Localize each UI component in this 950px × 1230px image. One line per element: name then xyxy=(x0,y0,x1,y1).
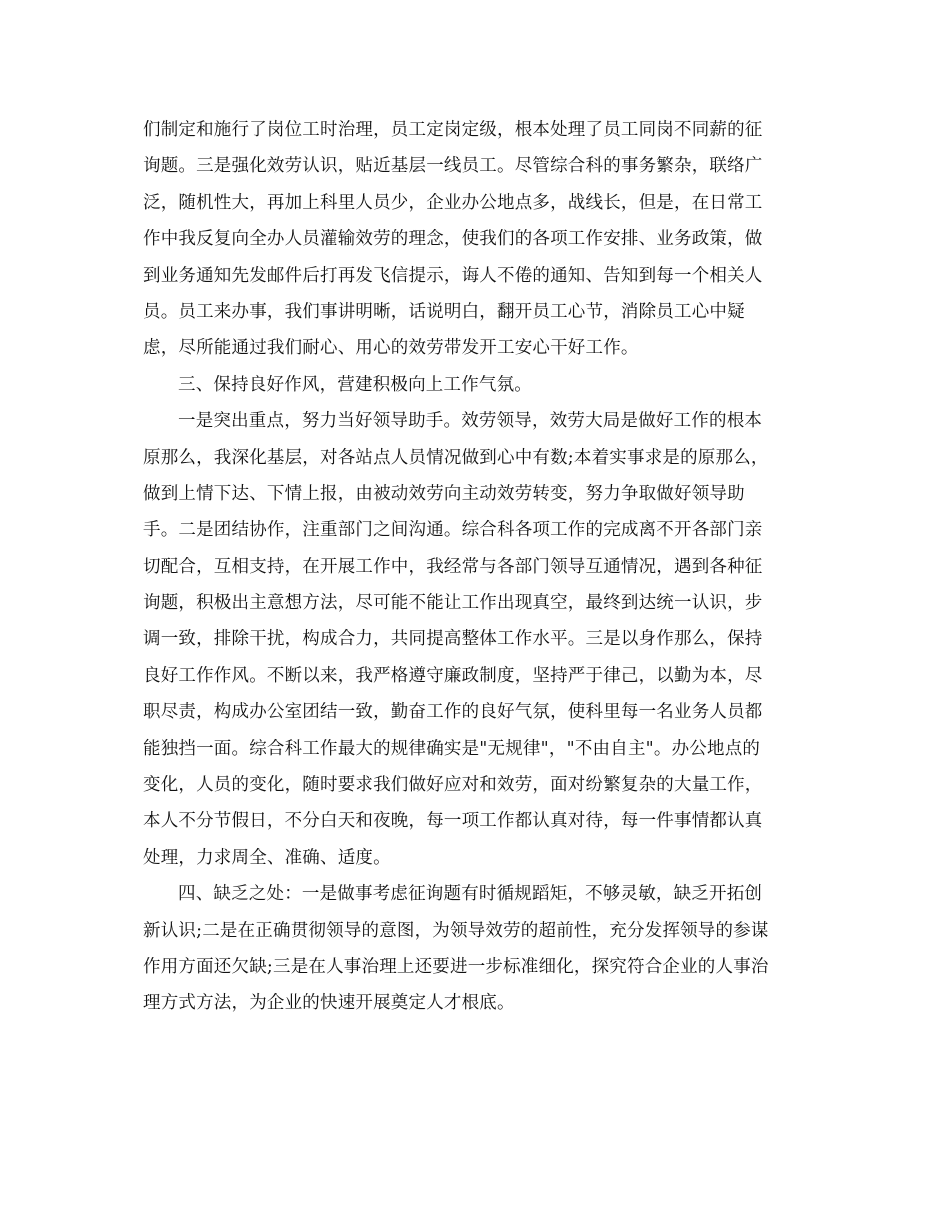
text-line: 四、缺乏之处：一是做事考虑征询题有时循规蹈矩，不够灵敏，缺乏开拓创 xyxy=(178,884,763,905)
text-line: 新认识;二是在正确贯彻领导的意图，为领导效劳的超前性，充分发挥领导的参谋 xyxy=(143,920,769,941)
text-line: 们制定和施行了岗位工时治理，员工定岗定级，根本处理了员工同岗不同薪的征 xyxy=(143,120,763,140)
text-line: 切配合，互相支持，在开展工作中，我经常与各部门领导互通情况，遇到各种征 xyxy=(143,556,763,577)
text-line: 员。员工来办事，我们事讲明晰，话说明白，翻开员工心节，消除员工心中疑 xyxy=(143,301,745,322)
text-line: 虑，尽所能通过我们耐心、用心的效劳带发开工安心干好工作。 xyxy=(143,338,639,359)
text-line: 三、保持良好作风，营建积极向上工作气氛。 xyxy=(178,374,532,395)
text-line: 一是突出重点，努力当好领导助手。效劳领导，效劳大局是做好工作的根本 xyxy=(178,411,763,432)
text-line: 泛，随机性大，再加上科里人员少，企业办公地点多，战线长，但是，在日常工 xyxy=(143,192,763,213)
text-line: 原那么，我深化基层，对各站点人员情况做到心中有数;本着实事求是的原那么， xyxy=(143,447,769,468)
text-line: 到业务通知先发邮件后打再发飞信提示，诲人不倦的通知、告知到每一个相关人 xyxy=(143,265,763,286)
text-line: 处理，力求周全、准确、适度。 xyxy=(143,847,391,868)
text-line: 本人不分节假日，不分白天和夜晚，每一项工作都认真对待，每一件事情都认真 xyxy=(143,811,763,832)
text-line: 询题，积极出主意想方法，尽可能不能让工作出现真空，最终到达统一认识，步 xyxy=(143,593,763,614)
text-line: 手。二是团结协作，注重部门之间沟通。综合科各项工作的完成离不开各部门亲 xyxy=(143,520,763,541)
text-line: 良好工作作风。不断以来，我严格遵守廉政制度，坚持严于律己，以勤为本，尽 xyxy=(143,665,763,686)
text-line: 变化，人员的变化，随时要求我们做好应对和效劳，面对纷繁复杂的大量工作， xyxy=(143,775,763,796)
document-body xyxy=(143,112,808,1022)
text-line: 调一致，排除干扰，构成合力，共同提高整体工作水平。三是以身作那么，保持 xyxy=(143,629,763,650)
text-line: 询题。三是强化效劳认识，贴近基层一线员工。尽管综合科的事务繁杂，联络广 xyxy=(143,156,763,177)
text-line: 能独挡一面。综合科工作最大的规律确实是"无规律"，"不由自主"。办公地点的 xyxy=(143,738,761,759)
text-line: 作用方面还欠缺;三是在人事治理上还要进一步标准细化，探究符合企业的人事治 xyxy=(143,956,769,977)
text-line: 做到上情下达、下情上报，由被动效劳向主动效劳转变，努力争取做好领导助 xyxy=(143,483,745,504)
text-line: 作中我反复向全办人员灌输效劳的理念，使我们的各项工作安排、业务政策，做 xyxy=(143,229,763,250)
text-line: 理方式方法，为企业的快速开展奠定人才根底。 xyxy=(143,993,515,1014)
text-line: 职尽责，构成办公室团结一致，勤奋工作的良好气氛，使科里每一名业务人员都 xyxy=(143,702,763,723)
